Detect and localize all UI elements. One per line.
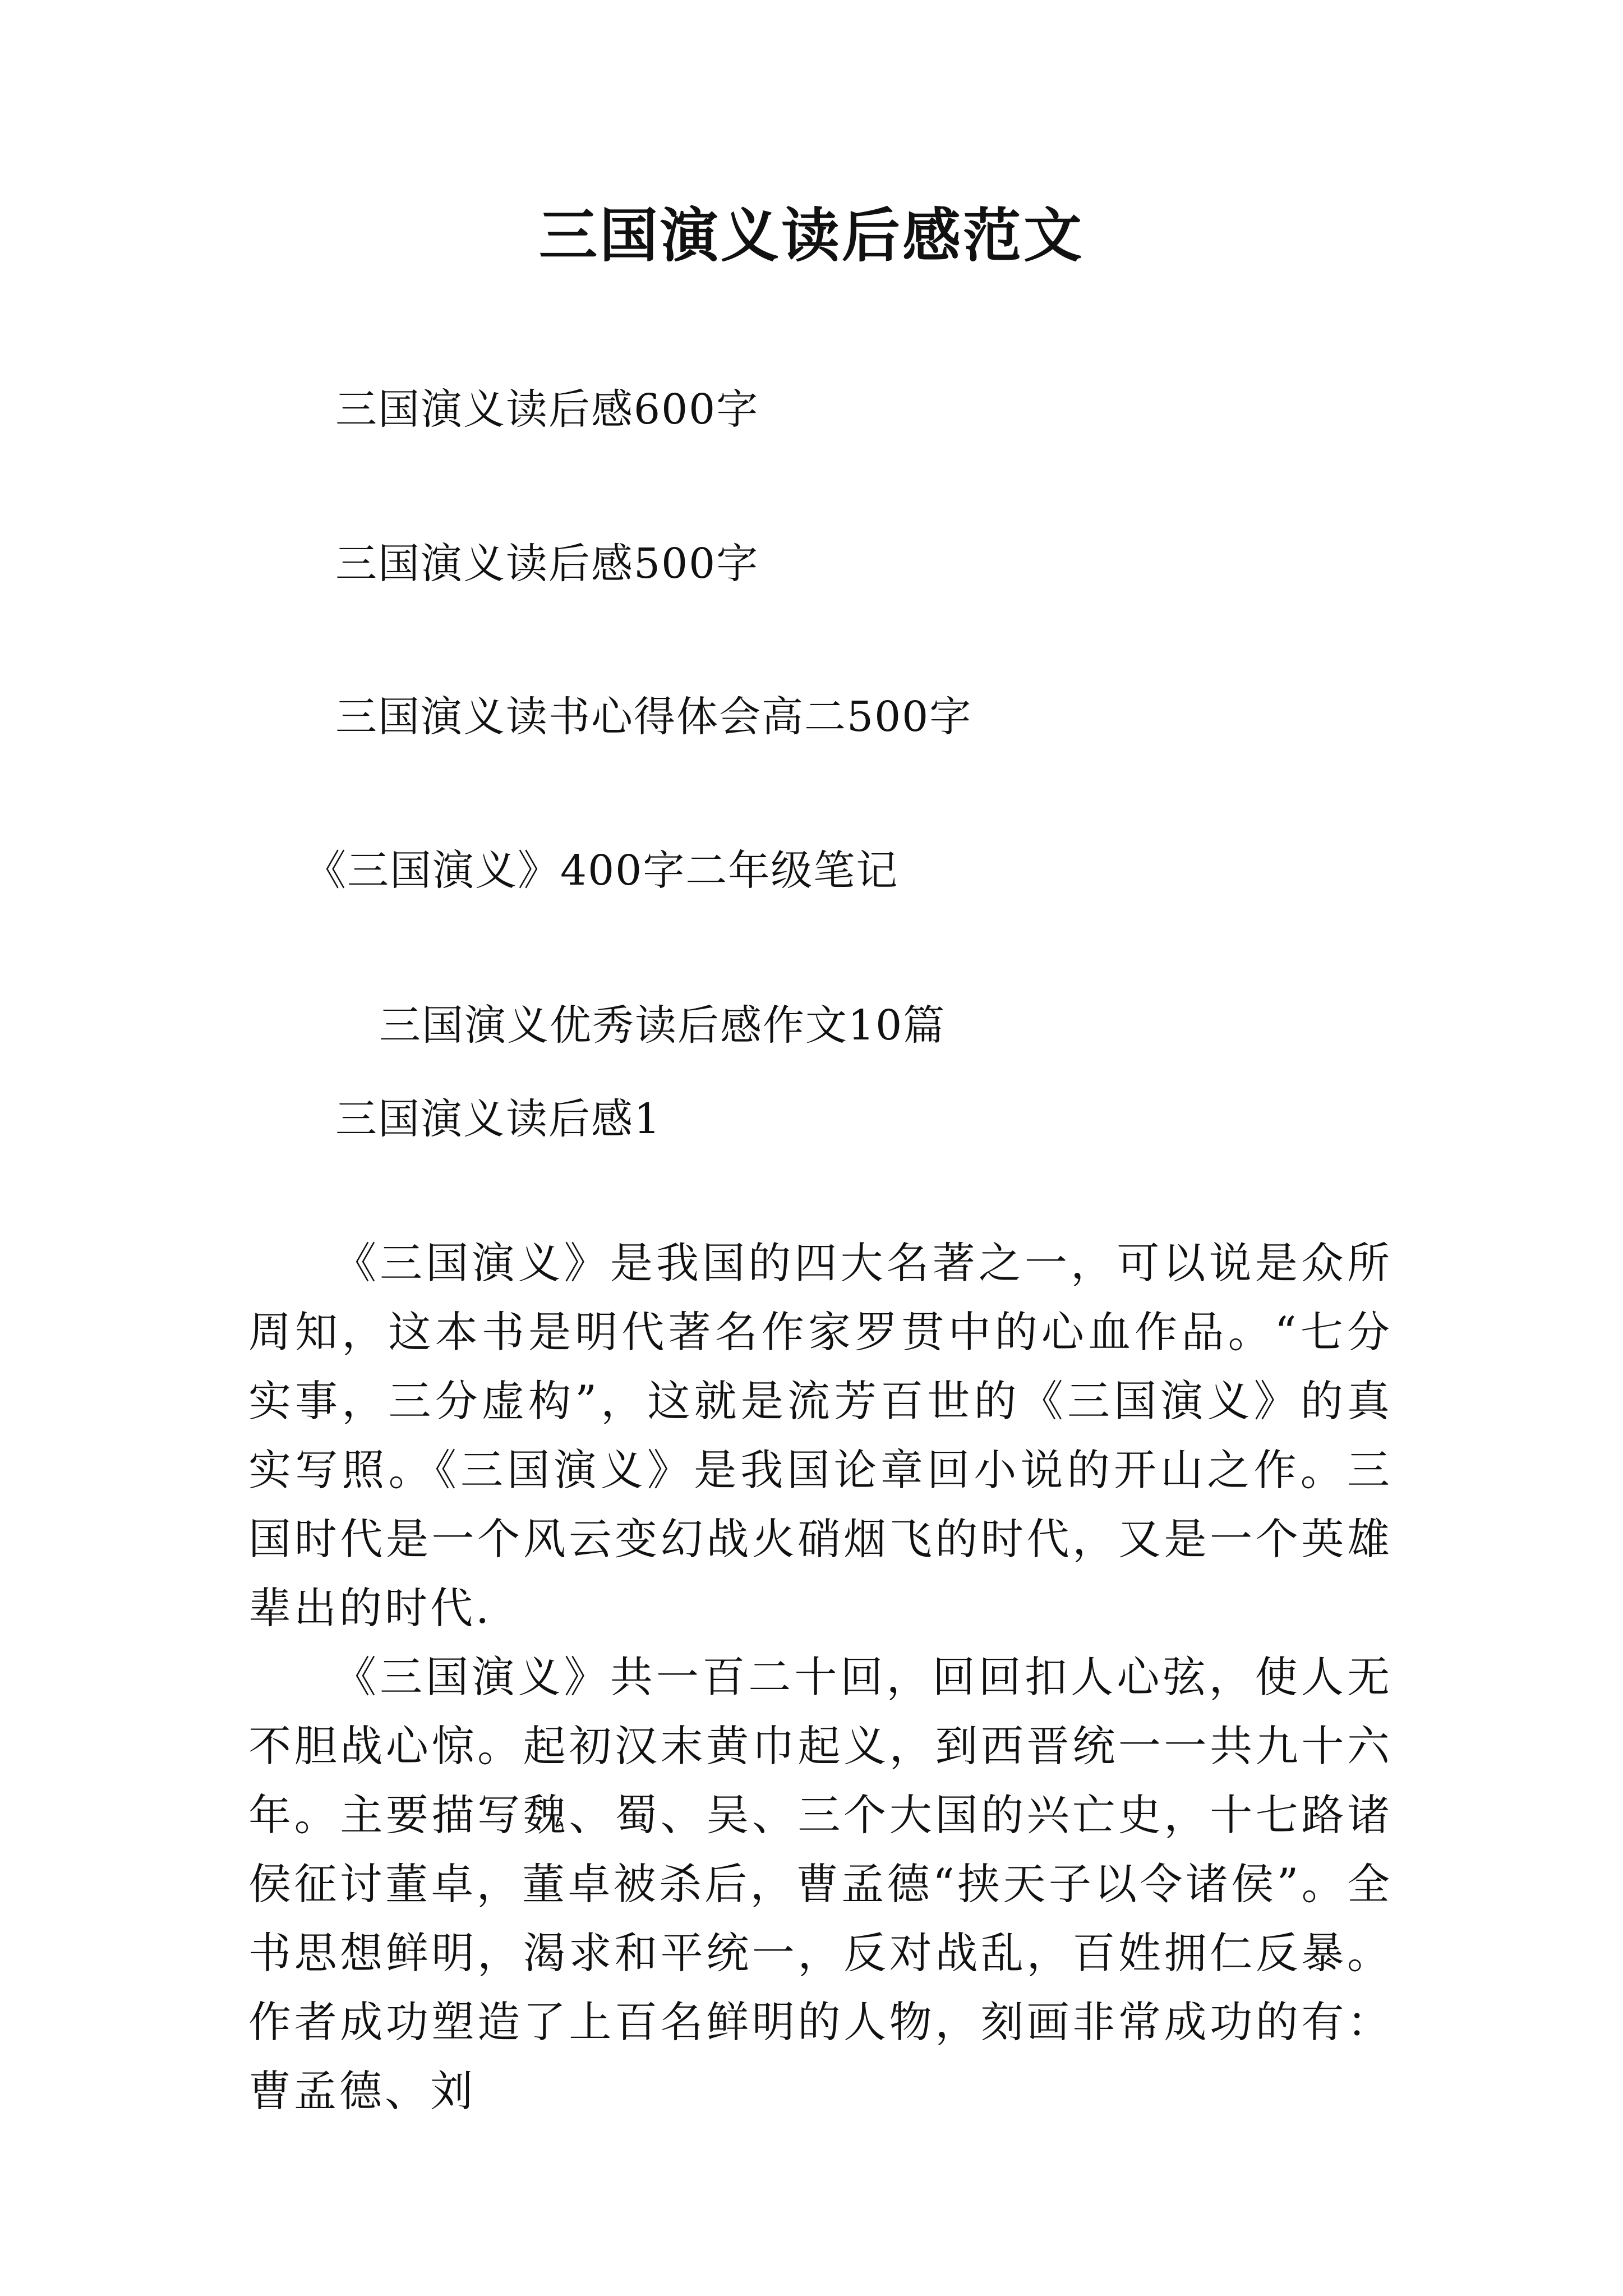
paragraph-1: 《三国演义》是我国的四大名著之一，可以说是众所周知，这本书是明代著名作家罗贯中的心血作品。“七分实事，三分虚构”，这就是流芳百世的《三国演义》的真实写照。《三国演义》是我国论章回小说的开山之作。三国时代是一个风云变幻战火硝烟飞的时代，又是一个英雄辈出的时代. bbox=[248, 1238, 1393, 1633]
document-title: 三国演义读后感范文 bbox=[538, 201, 1084, 270]
toc-item-2: 三国演义读后感500字 bbox=[335, 540, 759, 588]
paragraph-2: 《三国演义》共一百二十回，回回扣人心弦，使人无不胆战心惊。起初汉末黄巾起义，到西晋统一一共九十六年。主要描写魏、蜀、吴、三个大国的兴亡史，十七路诸侯征讨董卓，董卓被杀后，曹孟德“挟天子以令诸侯”。全书思想鲜明，渴求和平统一，反对战乱，百姓拥仁反暴。作者成功塑造了上百名鲜明的人物，刻画非常成功的有：曹孟德、刘 bbox=[248, 1652, 1393, 2116]
toc-item-3: 三国演义读书心得体会高二500字 bbox=[335, 693, 972, 741]
section-heading: 三国演义读后感1 bbox=[335, 1095, 662, 1143]
body-text bbox=[248, 1228, 1393, 2125]
toc-item-5: 三国演义优秀读后感作文10篇 bbox=[379, 1001, 946, 1050]
toc-item-1: 三国演义读后感600字 bbox=[335, 385, 759, 434]
toc-item-4: 《三国演义》400字二年级笔记 bbox=[305, 846, 899, 895]
